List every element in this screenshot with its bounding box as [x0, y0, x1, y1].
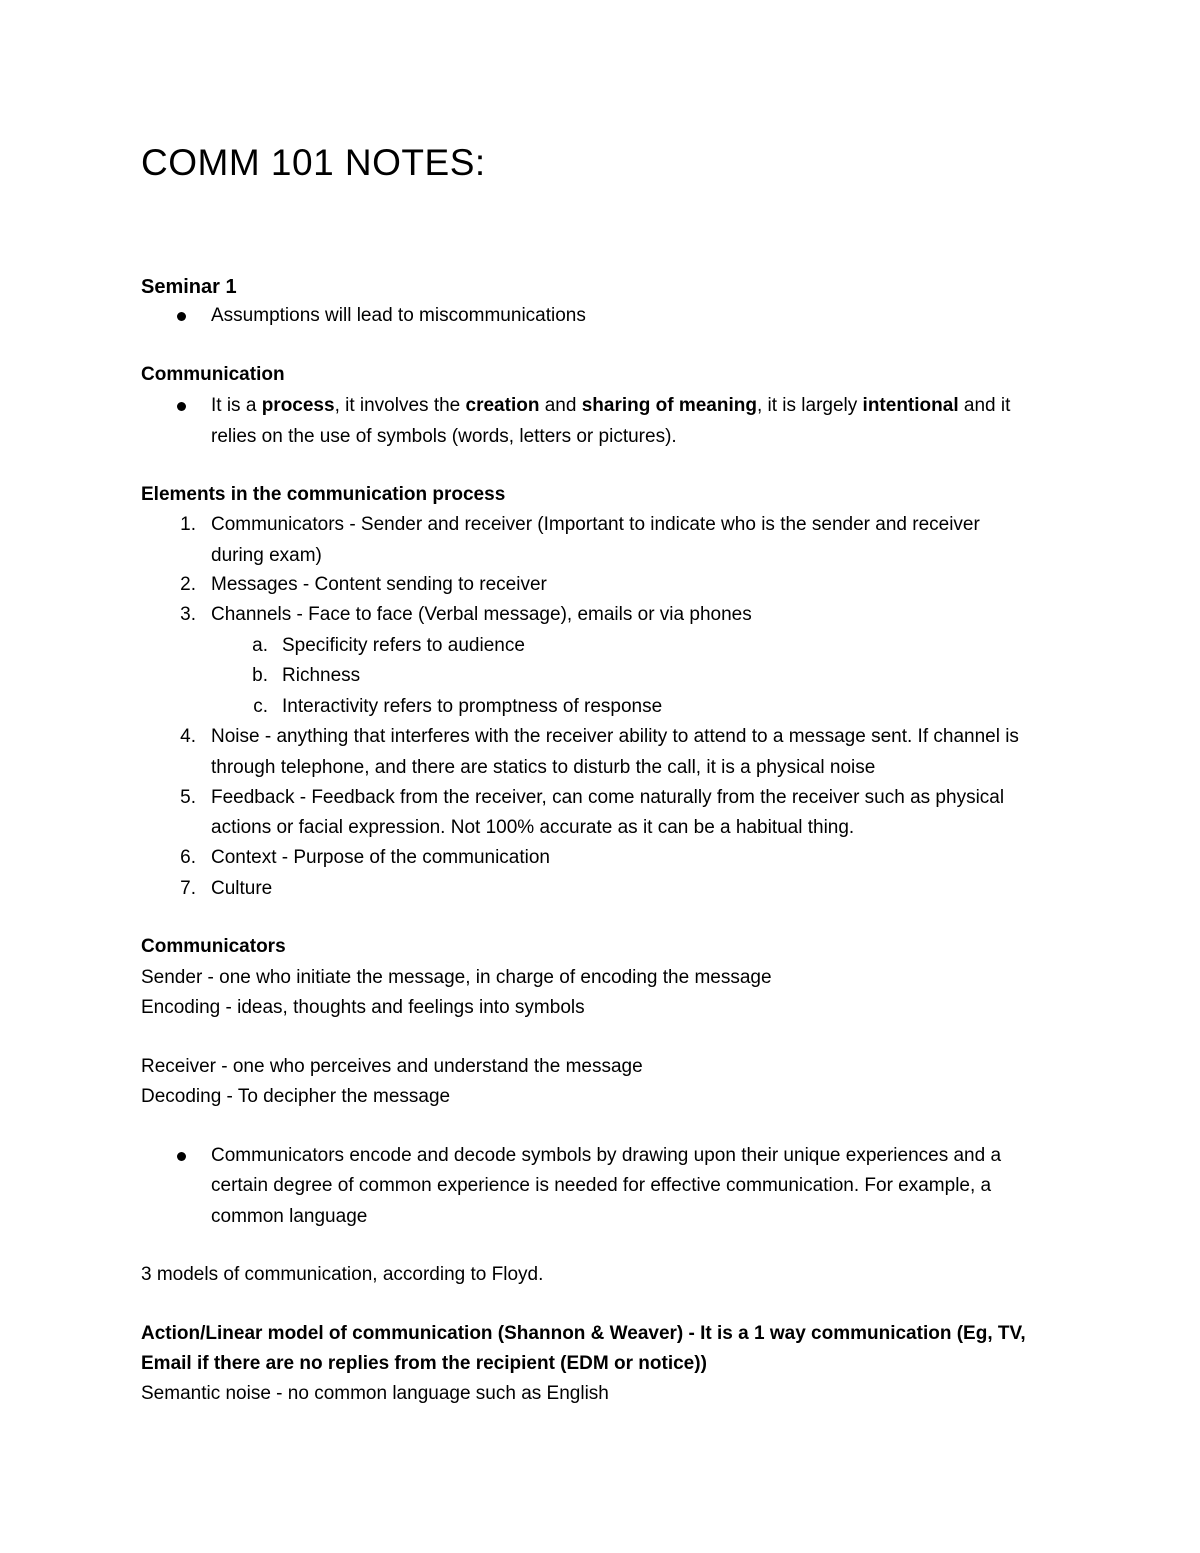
sublist-item-text: Interactivity refers to promptness of response — [282, 696, 663, 717]
sublist-letter: a. — [252, 635, 268, 656]
communication-bullet-line2: relies on the use of symbols (words, letters or pictures). — [211, 426, 677, 447]
sublist-item-text: Richness — [282, 665, 361, 686]
list-number: 7. — [180, 878, 196, 899]
communicators-heading: Communicators — [141, 936, 286, 957]
page-title: COMM 101 NOTES: — [141, 142, 486, 183]
elements-heading: Elements in the communication process — [141, 484, 506, 505]
list-item-text: Feedback - Feedback from the receiver, can come naturally from the receiver such as physical — [211, 787, 1005, 808]
bold-term: process — [261, 395, 335, 416]
bold-term: intentional — [862, 395, 959, 416]
seminar-bullet-text: Assumptions will lead to miscommunications — [211, 305, 586, 326]
list-number: 2. — [180, 574, 196, 595]
list-item-text: through telephone, and there are statics to disturb the call, it is a physical noise — [211, 757, 876, 778]
communicators-bullet-line2: certain degree of common experience is needed for effective communication. For example, a — [211, 1175, 992, 1196]
list-number: 6. — [180, 847, 196, 868]
bullet-icon — [177, 312, 186, 321]
bold-term: creation — [465, 395, 540, 416]
sublist-letter: c. — [253, 696, 268, 717]
communicators-bullet-line3: common language — [211, 1206, 368, 1227]
list-item-text: Messages - Content sending to receiver — [211, 574, 547, 595]
action-model-heading-line2: Email if there are no replies from the recipient (EDM or notice)) — [141, 1353, 707, 1374]
text-segment: and it — [958, 395, 1011, 416]
bold-term: sharing of meaning — [581, 395, 757, 416]
text-segment: It is a — [211, 395, 262, 416]
list-number: 3. — [180, 604, 196, 625]
list-item-text: Noise - anything that interferes with the receiver ability to attend to a message sent. If channel is — [211, 726, 1019, 747]
list-number: 4. — [180, 726, 196, 747]
bullet-icon — [177, 1152, 186, 1161]
decoding-definition: Decoding - To decipher the message — [141, 1086, 451, 1107]
text-segment: , it involves the — [334, 395, 466, 416]
semantic-noise-definition: Semantic noise - no common language such as English — [141, 1383, 609, 1404]
receiver-definition: Receiver - one who perceives and understand the message — [141, 1056, 643, 1077]
models-intro: 3 models of communication, according to Floyd. — [141, 1264, 544, 1285]
sublist-letter: b. — [252, 665, 268, 686]
text-segment: , it is largely — [756, 395, 863, 416]
sender-definition: Sender - one who initiate the message, in charge of encoding the message — [141, 967, 772, 988]
encoding-definition: Encoding - ideas, thoughts and feelings into symbols — [141, 997, 585, 1018]
list-item-text: during exam) — [211, 545, 322, 566]
list-item-text: Context - Purpose of the communication — [211, 847, 551, 868]
seminar-heading: Seminar 1 — [141, 276, 237, 298]
communication-heading: Communication — [141, 364, 285, 385]
list-item-text: Channels - Face to face (Verbal message), emails or via phones — [211, 604, 752, 625]
sublist-item-text: Specificity refers to audience — [282, 635, 525, 656]
list-item-text: actions or facial expression. Not 100% accurate as it can be a habitual thing. — [211, 817, 855, 838]
list-number: 1. — [180, 514, 196, 535]
action-model-heading-line1: Action/Linear model of communication (Shannon & Weaver) - It is a 1 way communication (Eg, TV, — [141, 1323, 1026, 1344]
list-item-text: Communicators - Sender and receiver (Important to indicate who is the sender and receiver — [211, 514, 980, 535]
communicators-bullet-line1: Communicators encode and decode symbols by drawing upon their unique experiences and a — [211, 1145, 1002, 1166]
communication-bullet-line1 — [211, 394, 1010, 418]
bullet-icon — [177, 402, 186, 411]
text-segment: and — [539, 395, 582, 416]
list-item-text: Culture — [211, 878, 273, 899]
list-number: 5. — [180, 787, 196, 808]
